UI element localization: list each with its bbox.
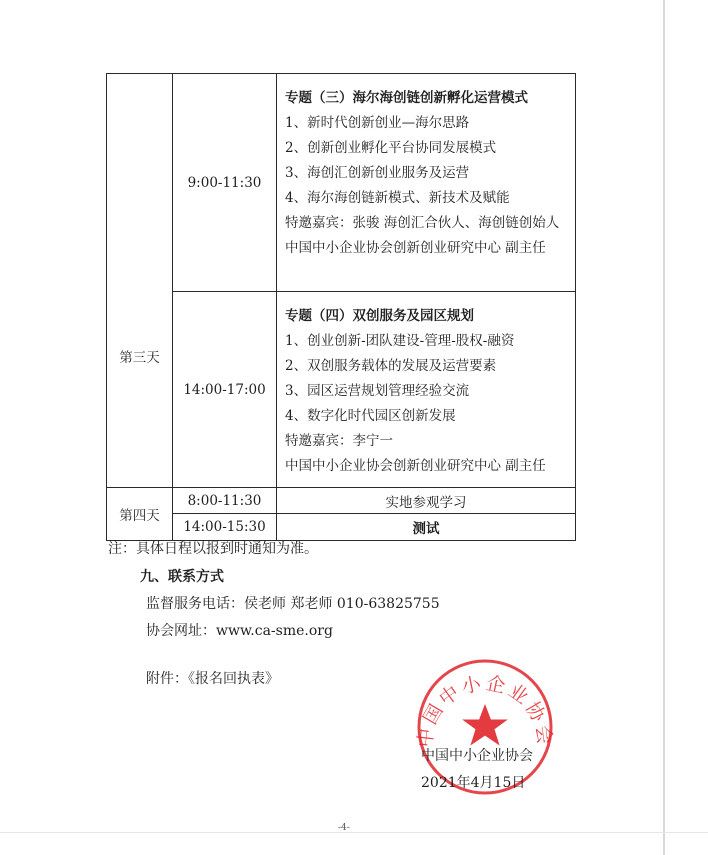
- schedule-note: 注：具体日程以报到时通知为准。: [108, 541, 318, 557]
- table-row: [107, 74, 576, 292]
- day-4-label: 第四天: [107, 488, 173, 541]
- contact-heading: 九、联系方式: [140, 569, 224, 585]
- list-item: 2、创新创业孵化平台协同发展模式: [285, 140, 497, 156]
- day-3-afternoon-content: [277, 292, 576, 488]
- seal-text: 中国中小企业协会: [414, 672, 556, 749]
- list-item: 4、数字化时代园区创新发展: [285, 408, 456, 424]
- list-item: 4、海尔海创链新模式、新技术及赋能: [285, 190, 510, 206]
- table-row: [107, 488, 576, 514]
- list-item: 3、园区运营规划管理经验交流: [285, 383, 470, 399]
- guest-speaker: 特邀嘉宾：李宁一: [285, 433, 393, 449]
- day-3-label: 第三天: [107, 74, 173, 488]
- guest-speaker: 特邀嘉宾：张骏 海创汇合伙人、海创链创始人: [285, 215, 560, 231]
- signature-org: 中国中小企业协会: [421, 748, 533, 764]
- day-4-morning-time: 8:00-11:30: [173, 488, 277, 514]
- topic-title: 专题（四）双创服务及园区规划: [285, 308, 474, 324]
- guest-affiliation: 中国中小企业协会创新创业研究中心 副主任: [285, 458, 546, 474]
- topic-title: 专题（三）海尔海创链创新孵化运营模式: [285, 90, 528, 106]
- attachment-note: 附件：《报名回执表》: [146, 671, 279, 687]
- signature-date: 2021年4月15日: [421, 775, 526, 791]
- table-row: [107, 514, 576, 541]
- list-item: 1、新时代创新创业—海尔思路: [285, 115, 470, 131]
- day-3-morning-content: [277, 74, 576, 292]
- contact-website: 协会网址：www.ca-sme.org: [146, 623, 333, 639]
- table-row: [107, 292, 576, 488]
- page-number: -4-: [338, 823, 350, 833]
- list-item: 1、创业创新-团队建设-管理-股权-融资: [285, 333, 515, 349]
- list-item: 2、双创服务载体的发展及运营要素: [285, 358, 497, 374]
- day-4-morning-activity: 实地参观学习: [277, 488, 576, 514]
- page-edge-bottom: [0, 832, 708, 833]
- day-4-afternoon-activity: 测试: [277, 514, 576, 541]
- page-edge: [663, 0, 665, 855]
- day-3-morning-time: 9:00-11:30: [173, 74, 277, 292]
- schedule-table: [106, 73, 576, 541]
- list-item: 3、海创汇创新创业服务及运营: [285, 165, 470, 181]
- contact-phone: 监督服务电话：侯老师 郑老师 010-63825755: [146, 596, 440, 612]
- day-4-afternoon-time: 14:00-15:30: [173, 514, 277, 541]
- day-3-afternoon-time: 14:00-17:00: [173, 292, 277, 488]
- guest-affiliation: 中国中小企业协会创新创业研究中心 副主任: [285, 240, 546, 256]
